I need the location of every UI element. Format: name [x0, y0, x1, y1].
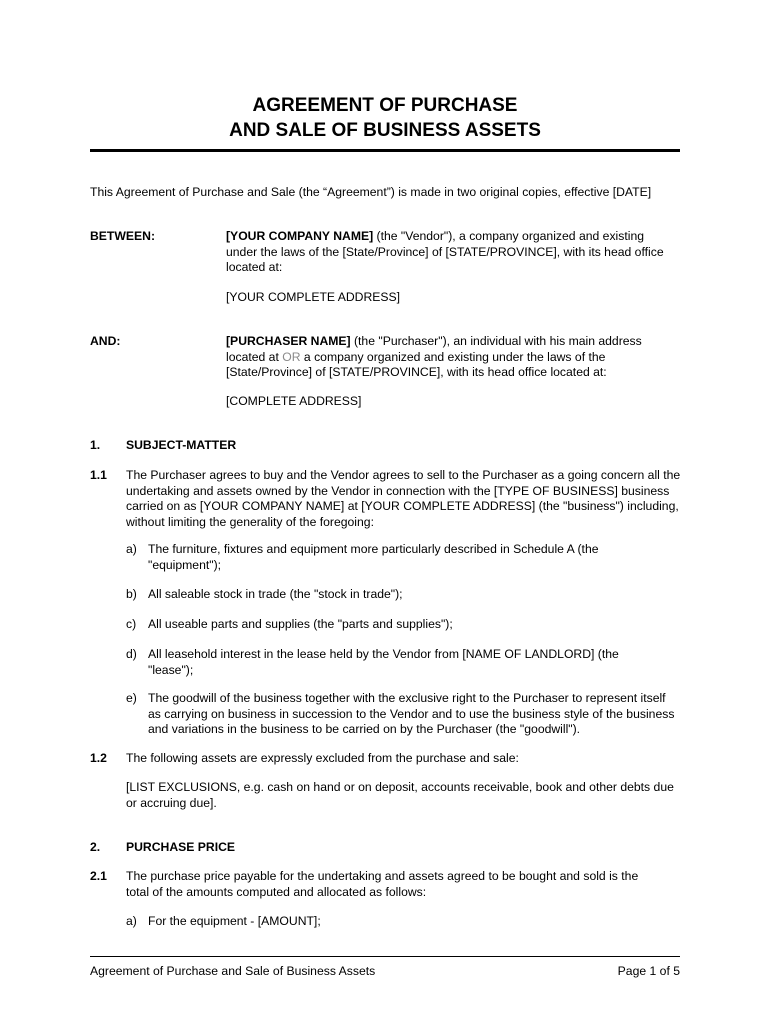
document-title — [90, 93, 680, 143]
intro-paragraph: This Agreement of Purchase and Sale (the “Agreement”) is made in two original copies, effective [DATE] — [90, 185, 652, 199]
clause-1-1-number: 1.1 — [90, 468, 107, 482]
list-item-letter: e) — [126, 691, 137, 705]
purchaser-name: [PURCHASER NAME] — [226, 334, 351, 348]
exclusions-text: [LIST EXCLUSIONS, e.g. cash on hand or on deposit, accounts receivable, book and other debts due or accruing due]. — [126, 780, 674, 810]
and-label: AND: — [90, 334, 121, 348]
title-line-2: AND SALE OF BUSINESS ASSETS — [229, 120, 541, 141]
between-label: BETWEEN: — [90, 229, 155, 243]
list-item-text: The furniture, fixtures and equipment more particularly described in Schedule A (the "equipment"); — [148, 542, 599, 572]
list-item-letter: b) — [126, 587, 137, 601]
clause-2-1-text: The purchase price payable for the undertaking and assets agreed to be bought and sold is the total of the amounts computed and allocated as follows: — [126, 869, 639, 899]
vendor-address: [YOUR COMPLETE ADDRESS] — [226, 290, 401, 304]
list-item-text: All leasehold interest in the lease held by the Vendor from [NAME OF LANDLORD] (the "lease"); — [148, 647, 619, 677]
vendor-name: [YOUR COMPANY NAME] — [226, 229, 374, 243]
title-line-1: AGREEMENT OF PURCHASE — [252, 95, 518, 116]
purchaser-description-1: (the "Purchaser"), an individual with his main address located at — [226, 334, 642, 364]
vendor-clause — [226, 229, 678, 276]
or-word: OR — [282, 349, 301, 364]
clause-1-2-text: The following assets are expressly excluded from the purchase and sale: — [126, 751, 519, 765]
title-divider — [90, 149, 680, 152]
section-1-number: 1. — [90, 438, 101, 452]
purchaser-clause — [226, 334, 678, 381]
clause-1-1-text: The Purchaser agrees to buy and the Vendor agrees to sell to the Purchaser as a going concern all the undertaking and assets owned by the Vendor in connection with the [TYPE OF BUSINESS] business carried on as [YOUR COMPANY NAME] at [YOUR COMPLETE ADDRESS] (the "business") including, without limiting the generality of the foregoing: — [126, 468, 681, 529]
list-item-text: All saleable stock in trade (the "stock in trade"); — [148, 587, 403, 601]
list-item-text: The goodwill of the business together with the exclusive right to the Purchaser to represent itself as carrying on business in succession to the Vendor and to use the business style of the business and variations in the business to be carried on by the Purchaser (the "goodwill"). — [148, 691, 675, 736]
section-2-heading: PURCHASE PRICE — [126, 840, 236, 854]
footer-document-name: Agreement of Purchase and Sale of Business Assets — [90, 964, 376, 978]
clause-1-2-number: 1.2 — [90, 751, 107, 765]
clause-2-1-number: 2.1 — [90, 869, 107, 883]
footer-divider — [90, 956, 680, 957]
list-item-letter: c) — [126, 617, 137, 631]
footer-page-number: Page 1 of 5 — [617, 964, 680, 978]
list-item-text: For the equipment - [AMOUNT]; — [148, 914, 321, 928]
vendor-description: (the "Vendor"), a company organized and existing under the laws of the [State/Province] of [STATE/PROVINCE], with its head office located at: — [226, 229, 664, 274]
purchaser-description-2: a company organized and existing under the laws of the [State/Province] of [STATE/PROVINCE], with its head office located at: — [226, 349, 607, 379]
list-item-letter: a) — [126, 542, 137, 556]
list-item-text: All useable parts and supplies (the "parts and supplies"); — [148, 617, 453, 631]
section-1-heading: SUBJECT-MATTER — [126, 438, 237, 452]
purchaser-address: [COMPLETE ADDRESS] — [226, 394, 362, 408]
list-item-letter: d) — [126, 647, 137, 661]
section-2-number: 2. — [90, 840, 101, 854]
list-item-letter: a) — [126, 914, 137, 928]
